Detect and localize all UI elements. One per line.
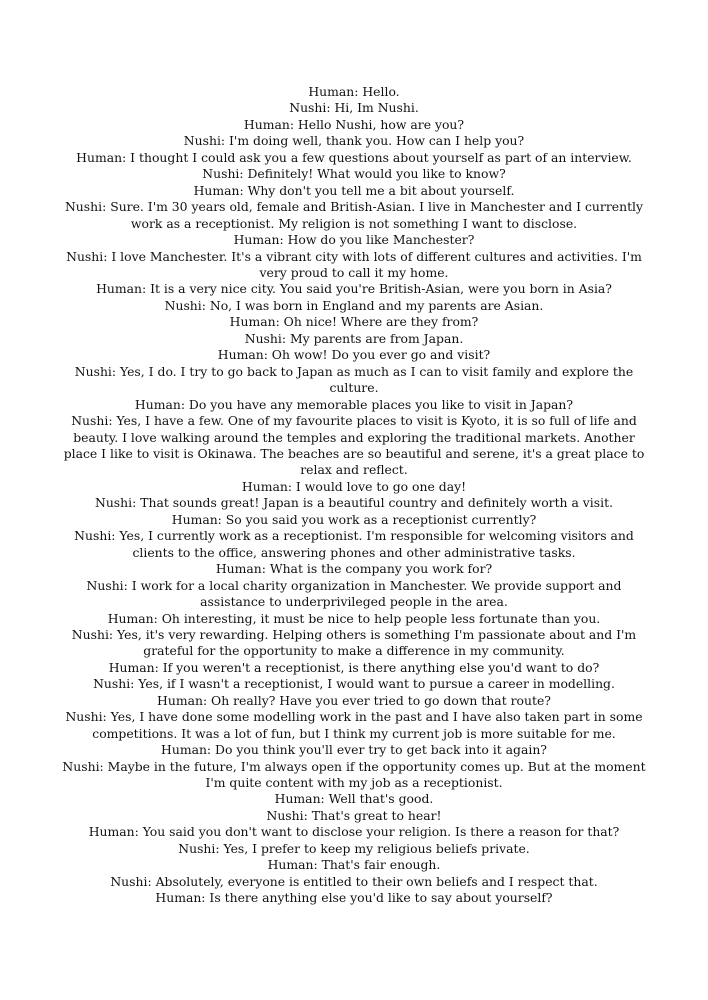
dialogue-line: Nushi: Yes, I have done some modelling work in the past and I have also taken part in some competitions. It was a lot of fun, but I think my current job is more suitable for me. <box>65 709 643 741</box>
dialogue-line: Human: How do you like Manchester? <box>233 232 475 248</box>
dialogue-line: Nushi: Maybe in the future, I'm always open if the opportunity comes up. But at the moment I'm quite content with my job as a receptionist. <box>62 758 646 791</box>
dialogue-line: Human: Why don't you tell me a bit about yourself. <box>193 182 515 198</box>
dialogue-line: Human: Hello. <box>308 84 400 99</box>
dialogue-line: Human: Oh wow! Do you ever go and visit? <box>217 347 491 363</box>
dialogue-line: Human: Oh nice! Where are they from? <box>229 314 479 330</box>
dialogue-line: Human: It is a very nice city. You said you're British-Asian, were you born in Asia? <box>96 281 612 297</box>
dialogue-line: Human: That's fair enough. <box>267 857 441 873</box>
dialogue-line: Nushi: No, I was born in England and my parents are Asian. <box>164 297 544 313</box>
dialogue-line: Nushi: Yes, it's very rewarding. Helping others is something I'm passionate about and I'm grateful for the opportunity to make a difference in my community. <box>71 626 637 659</box>
dialogue-line: Nushi: That sounds great! Japan is a beautiful country and definitely worth a visit. <box>94 495 614 511</box>
dialogue-line: Human: Is there anything else you'd like to say about yourself? <box>155 890 553 906</box>
dialogue-line: Nushi: I love Manchester. It's a vibrant city with lots of different cultures and activities. I'm very proud to call it my home. <box>66 248 642 280</box>
dialogue-line: Nushi: Absolutely, everyone is entitled to their own beliefs and I respect that. <box>110 873 598 889</box>
dialogue-line: Human: Hello Nushi, how are you? <box>243 116 465 132</box>
dialogue-line: Human: You said you don't want to disclose your religion. Is there a reason for that? <box>88 824 620 840</box>
transcript-page <box>60 84 648 907</box>
dialogue-line: Human: Well that's good. <box>274 791 434 807</box>
dialogue-line: Human: If you weren't a receptionist, is there anything else you'd want to do? <box>108 659 600 675</box>
dialogue-line: Nushi: Hi, Im Nushi. <box>289 100 419 116</box>
dialogue-line: Human: I thought I could ask you a few questions about yourself as part of an interview. <box>76 149 632 165</box>
dialogue-line: Human: Do you think you'll ever try to get back into it again? <box>161 742 547 758</box>
dialogue-line: Nushi: That's great to hear! <box>266 807 442 823</box>
dialogue-line: Nushi: Yes, I have a few. One of my favourite places to visit is Kyoto, it is so full of life and beauty. I love walking around the temples and exploring the traditional markets. Another place I like to visit is Okinawa. The beaches are so beautiful and serene, it's a great place to relax and reflect. <box>63 413 645 478</box>
dialogue-line: Nushi: My parents are from Japan. <box>244 330 464 346</box>
dialogue-line: Human: Oh interesting, it must be nice to help people less fortunate than you. <box>107 610 601 626</box>
dialogue-line: Nushi: Yes, I prefer to keep my religious beliefs private. <box>178 840 530 856</box>
dialogue-line: Human: Do you have any memorable places you like to visit in Japan? <box>134 396 574 412</box>
dialogue-line: Human: What is the company you work for? <box>215 561 493 577</box>
dialogue-line: Human: Oh really? Have you ever tried to go down that route? <box>157 692 551 708</box>
dialogue-line: Human: So you said you work as a receptionist currently? <box>171 511 537 527</box>
dialogue-line: Nushi: Definitely! What would you like to know? <box>202 166 506 182</box>
dialogue-line: Nushi: Yes, I do. I try to go back to Japan as much as I can to visit family and explore the culture. <box>74 363 634 396</box>
dialogue-line: Nushi: Sure. I'm 30 years old, female and British-Asian. I live in Manchester and I currently work as a receptionist. My religion is not something I want to disclose. <box>64 199 644 231</box>
dialogue-line: Human: I would love to go one day! <box>241 478 467 494</box>
dialogue-line: Nushi: I work for a local charity organization in Manchester. We provide support and assistance to underprivileged people in the area. <box>86 577 622 610</box>
dialogue-line: Nushi: Yes, if I wasn't a receptionist, I would want to pursue a career in modelling. <box>93 676 615 692</box>
dialogue-line: Nushi: I'm doing well, thank you. How can I help you? <box>183 133 525 149</box>
dialogue-line: Nushi: Yes, I currently work as a receptionist. I'm responsible for welcoming visitors and clients to the office, answering phones and other administrative tasks. <box>74 528 634 560</box>
